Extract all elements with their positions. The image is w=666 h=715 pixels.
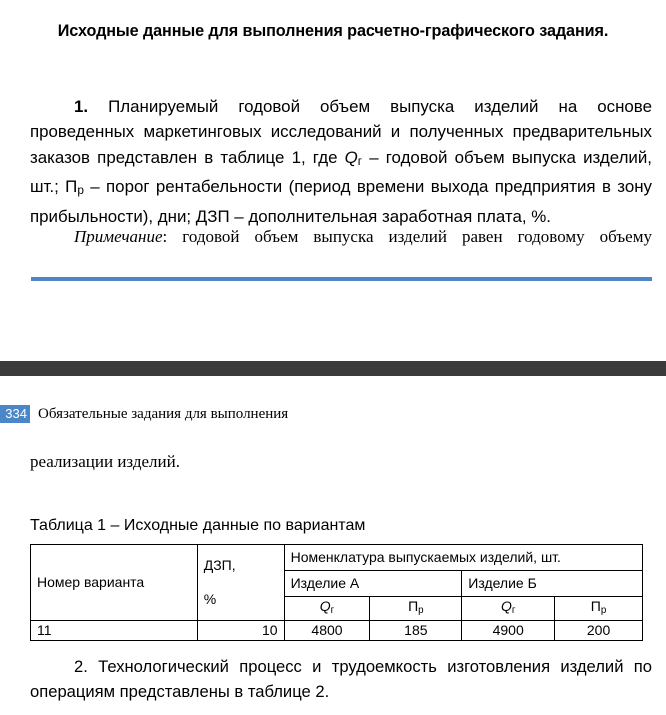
header-product-b: Изделие Б bbox=[462, 571, 643, 597]
q-symbol-a: Q bbox=[319, 598, 331, 614]
header-a-q bbox=[284, 597, 370, 621]
cell-b-p: 200 bbox=[555, 621, 643, 641]
q-sub-b: г bbox=[511, 605, 516, 616]
p-symbol-b: П bbox=[590, 598, 601, 614]
page-break-divider bbox=[0, 361, 666, 376]
header-dzp-line2: % bbox=[203, 591, 217, 607]
p-symbol-a: П bbox=[408, 598, 419, 614]
q-symbol: Q bbox=[344, 147, 358, 167]
q-symbol-b: Q bbox=[500, 598, 512, 614]
table-row bbox=[31, 621, 643, 641]
cell-a-p: 185 bbox=[370, 621, 462, 641]
p-sub-b: р bbox=[600, 605, 607, 616]
paragraph-1-text-a: Планируемый годовой объем выпуска изделий на основе проведенных маркетинговых исследований и полученных предварительных заказов представлен в таблице 1, где bbox=[30, 97, 652, 167]
header-b-q bbox=[462, 597, 555, 621]
variants-table bbox=[30, 544, 643, 641]
cell-a-q: 4800 bbox=[284, 621, 370, 641]
page-number-badge: 334 bbox=[0, 405, 30, 423]
header-dzp bbox=[197, 545, 284, 621]
lower-page bbox=[0, 376, 666, 715]
paragraph-2-text: 2. Технологический процесс и трудоемкость изготовления изделий по операциям представлены в таблице 2. bbox=[30, 657, 652, 701]
q-sub-a: г bbox=[330, 605, 335, 616]
header-product-a: Изделие А bbox=[284, 571, 462, 597]
header-variant: Номер варианта bbox=[31, 545, 198, 621]
paragraph-2 bbox=[30, 654, 652, 704]
document-title: Исходные данные для выполнения расчетно-графического задания. bbox=[57, 22, 609, 40]
p-sub-a: р bbox=[418, 605, 424, 616]
note-text: : годовой объем выпуска изделий равен годовому объему bbox=[162, 227, 652, 246]
running-header: Обязательные задания для выполнения bbox=[38, 406, 289, 422]
header-a-p bbox=[370, 597, 462, 621]
header-dzp-line1: ДЗП, bbox=[203, 557, 236, 573]
paragraph-1-text-b: – годовой объем выпуска изделий, шт.; П bbox=[30, 147, 652, 197]
continuation-text: реализации изделий. bbox=[30, 452, 180, 471]
cell-b-q: 4900 bbox=[462, 621, 555, 641]
paragraph-1-number: 1. bbox=[74, 97, 89, 116]
note-label: Примечание bbox=[74, 227, 163, 246]
header-b-p bbox=[555, 597, 643, 621]
paragraph-1 bbox=[30, 94, 652, 229]
p-subscript: р bbox=[77, 183, 84, 198]
q-subscript: г bbox=[357, 153, 363, 168]
blue-separator-line bbox=[31, 277, 652, 281]
header-nomenclature: Номенклатура выпускаемых изделий, шт. bbox=[284, 545, 642, 571]
cell-variant: 11 bbox=[31, 621, 198, 641]
table-caption: Таблица 1 – Исходные данные по вариантам bbox=[30, 517, 366, 534]
note-paragraph bbox=[74, 226, 652, 248]
paragraph-1-text-c: – порог рентабельности (период времени выхода предприятия в зону прибыльности), дни; ДЗП – дополнительная заработная плата, %. bbox=[30, 177, 653, 226]
cell-dzp: 10 bbox=[197, 621, 284, 641]
table-header-row-1 bbox=[31, 545, 643, 571]
